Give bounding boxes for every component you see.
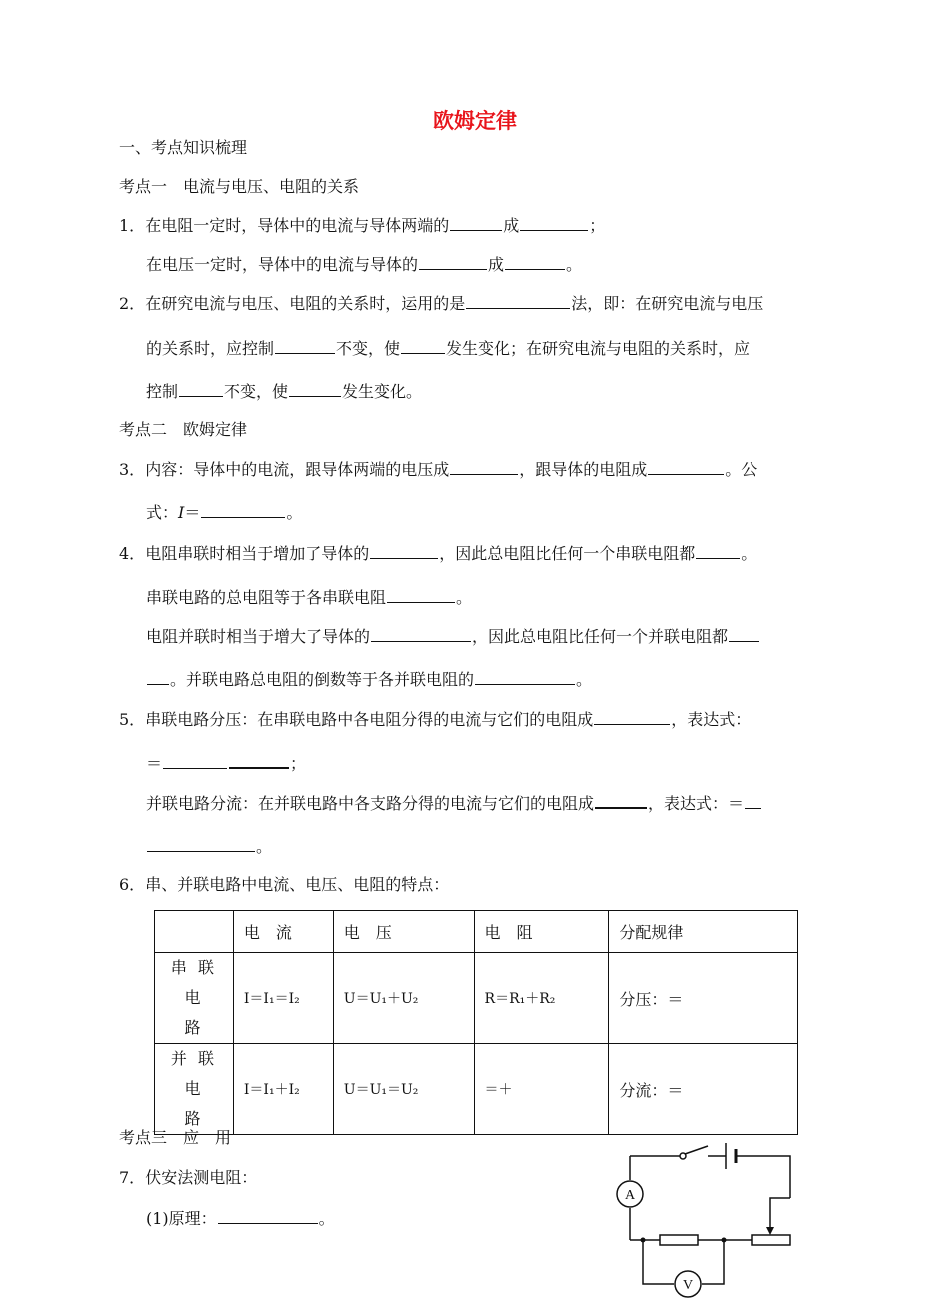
- table-row: [155, 1044, 798, 1135]
- q2-number: 2．: [119, 294, 146, 313]
- q3-text-a1: 内容：导体中的电流，跟导体两端的电压成: [145, 460, 450, 479]
- q6-number: 6．: [119, 875, 146, 894]
- q5-line-4: [146, 836, 272, 857]
- q4-blank-5a[interactable]: [729, 626, 759, 642]
- table-header-empty: [155, 911, 234, 953]
- parallel-current: I＝I₁＋I₂: [233, 1044, 333, 1135]
- q1-line-1: [119, 215, 605, 236]
- parallel-rule: 分流：＝: [609, 1044, 798, 1135]
- q5-blank-5a[interactable]: [745, 793, 761, 809]
- parallel-voltage: U＝U₁＝U₂: [333, 1044, 474, 1135]
- q4-text-b1: 串联电路的总电阻等于各串联电阻: [146, 588, 387, 607]
- q3-line-2: [146, 502, 302, 523]
- q2-line-2: [146, 338, 750, 359]
- q2-blank-4[interactable]: [179, 381, 223, 397]
- ammeter-label: A: [624, 1188, 636, 1203]
- q5-blank-4[interactable]: [595, 792, 647, 809]
- q5-line-1: [119, 709, 751, 730]
- q4-line-4: [146, 669, 592, 690]
- circuit-diagram: [610, 1132, 810, 1308]
- q1-text-b2: 成: [488, 255, 505, 274]
- q7-sub1-line: [146, 1208, 335, 1229]
- voltmeter-label: V: [682, 1278, 694, 1293]
- q1-text-a3: ；: [589, 216, 606, 235]
- q2-text-b3: 发生变化；在研究电流与电阻的关系时，应: [446, 339, 751, 358]
- q1-blank-4[interactable]: [505, 254, 565, 270]
- q6-line: [119, 875, 449, 895]
- q2-text-c2: 不变，使: [224, 382, 289, 401]
- q2-text-c3: 发生变化。: [342, 382, 423, 401]
- q1-text-b3: 。: [566, 255, 583, 274]
- wire-top-right: [736, 1156, 790, 1198]
- q7-blank-1[interactable]: [218, 1208, 318, 1224]
- row-label-part-1: 串 联 电: [170, 958, 217, 1007]
- q5-text-c2: ，表达式：＝: [648, 794, 745, 813]
- series-resistance: R＝R₁＋R₂: [474, 953, 609, 1044]
- q4-blank-4[interactable]: [371, 626, 471, 642]
- q1-number: 1．: [119, 216, 146, 235]
- q7-sub1-text: (1)原理：: [146, 1209, 217, 1228]
- table-header-row: [155, 911, 798, 953]
- q4-blank-3[interactable]: [387, 587, 455, 603]
- parallel-resistance: ＝＋: [474, 1044, 609, 1135]
- q1-text-b1: 在电压一定时，导体中的电流与导体的: [146, 255, 419, 274]
- q7-number: 7．: [119, 1168, 146, 1187]
- q5-line-3: [146, 792, 762, 814]
- page-title: 欧姆定律: [433, 109, 517, 133]
- q4-text-d2: 。: [576, 670, 593, 689]
- q2-blank-3[interactable]: [401, 338, 445, 354]
- q3-blank-3[interactable]: [201, 502, 285, 518]
- features-table: [154, 910, 798, 1135]
- row-label-part-2: 路: [184, 1018, 204, 1037]
- q5-text-a1: 串联电路分压：在串联电路中各电阻分得的电流与它们的电阻成: [145, 710, 594, 729]
- row-label-part-1: 并 联 电: [170, 1049, 217, 1098]
- q5-text-a2: ，表达式：: [671, 710, 752, 729]
- q3-number: 3．: [119, 460, 146, 479]
- q7-line: [119, 1168, 257, 1188]
- q4-blank-2[interactable]: [696, 543, 740, 559]
- q4-text-b2: 。: [456, 588, 473, 607]
- slider-arrow-icon: [766, 1227, 774, 1235]
- table-header-resistance: 电 阻: [474, 911, 609, 953]
- q7-text: 伏安法测电阻：: [145, 1168, 258, 1187]
- q3-text-b1: 式：: [146, 503, 179, 522]
- q1-blank-1[interactable]: [450, 215, 502, 231]
- q6-text: 串、并联电路中电流、电压、电阻的特点：: [145, 875, 450, 894]
- q4-text-a3: 。: [741, 544, 758, 563]
- q2-blank-2[interactable]: [275, 338, 335, 354]
- q5-text-c1: 并联电路分流：在并联电路中各支路分得的电流与它们的电阻成: [146, 794, 595, 813]
- q2-text-a1: 在研究电流与电压、电阻的关系时，运用的是: [145, 294, 466, 313]
- kp2-heading: 考点二 欧姆定律: [119, 420, 248, 439]
- q5-text-b1: ＝: [146, 754, 163, 773]
- q3-blank-2[interactable]: [648, 459, 724, 475]
- q3-blank-1[interactable]: [450, 459, 518, 475]
- q4-text-a2: ，因此总电阻比任何一个串联电阻都: [439, 544, 696, 563]
- q5-text-b2: ；: [290, 754, 307, 773]
- q4-blank-6[interactable]: [475, 669, 575, 685]
- q2-text-b1: 的关系时，应控制: [146, 339, 275, 358]
- q2-line-1: [119, 293, 763, 314]
- q1-text-a1: 在电阻一定时，导体中的电流与导体两端的: [145, 216, 450, 235]
- series-voltage: U＝U₁＋U₂: [333, 953, 474, 1044]
- q5-blank-2[interactable]: [163, 753, 227, 769]
- q4-number: 4．: [119, 544, 146, 563]
- rheostat-icon: [752, 1235, 790, 1245]
- section-heading: 一、考点知识梳理: [119, 138, 248, 157]
- wire-volt-right: [702, 1240, 724, 1284]
- q4-text-c1: 电阻并联时相当于增大了导体的: [146, 627, 371, 646]
- q1-line-2: [146, 254, 582, 275]
- table-header-current: 电 流: [233, 911, 333, 953]
- q7-sub1-end: 。: [318, 1209, 335, 1228]
- junction-dot-icon: [641, 1238, 646, 1243]
- q4-line-3: [146, 626, 760, 647]
- q3-text-b3: 。: [286, 503, 303, 522]
- q2-line-3: [146, 381, 422, 402]
- q4-text-c2: ，因此总电阻比任何一个并联电阻都: [472, 627, 729, 646]
- kp1-heading: 考点一 电流与电压、电阻的关系: [119, 177, 360, 196]
- q2-text-a2: 法，即：在研究电流与电压: [571, 294, 764, 313]
- q1-text-a2: 成: [503, 216, 520, 235]
- q2-blank-5[interactable]: [289, 381, 341, 397]
- q3-text-a3: 。公: [725, 460, 758, 479]
- series-rule: 分压：＝: [609, 953, 798, 1044]
- q1-blank-2[interactable]: [520, 215, 588, 231]
- q1-blank-3[interactable]: [419, 254, 487, 270]
- q4-line-2: [146, 587, 472, 608]
- q5-line-2: [146, 752, 306, 774]
- q5-number: 5．: [119, 710, 146, 729]
- q3-line-1: [119, 459, 757, 480]
- q4-line-1: [119, 543, 757, 564]
- q4-text-a1: 电阻串联时相当于增加了导体的: [145, 544, 370, 563]
- wire-volt-left: [643, 1240, 674, 1284]
- q4-blank-1[interactable]: [370, 543, 438, 559]
- table-header-voltage: 电 压: [333, 911, 474, 953]
- q3-text-a2: ，跟导体的电阻成: [519, 460, 648, 479]
- q4-blank-5b[interactable]: [147, 669, 169, 685]
- table-header-rule: 分配规律: [609, 911, 798, 953]
- q2-text-b2: 不变，使: [336, 339, 401, 358]
- junction-dot-icon: [722, 1238, 727, 1243]
- row-label-parallel: [155, 1044, 234, 1135]
- slider-wire: [770, 1198, 790, 1231]
- row-label-series: [155, 953, 234, 1044]
- q5-blank-5b[interactable]: [147, 836, 255, 852]
- q3-text-b2: ＝: [184, 503, 201, 522]
- q5-blank-3[interactable]: [229, 752, 289, 769]
- row-label-part-2: 路: [184, 1109, 204, 1128]
- q4-text-d1: 。并联电路总电阻的倒数等于各并联电阻的: [170, 670, 475, 689]
- q3-var-i: I: [178, 503, 185, 522]
- q2-blank-1[interactable]: [466, 293, 570, 309]
- resistor-icon: [660, 1235, 698, 1245]
- q5-text-d1: 。: [256, 837, 273, 856]
- q2-text-c1: 控制: [146, 382, 179, 401]
- kp3-heading: 考点三 应 用: [119, 1128, 232, 1147]
- switch-blade-icon: [685, 1146, 708, 1154]
- series-current: I＝I₁＝I₂: [233, 953, 333, 1044]
- table-row: [155, 953, 798, 1044]
- q5-blank-1[interactable]: [594, 709, 670, 725]
